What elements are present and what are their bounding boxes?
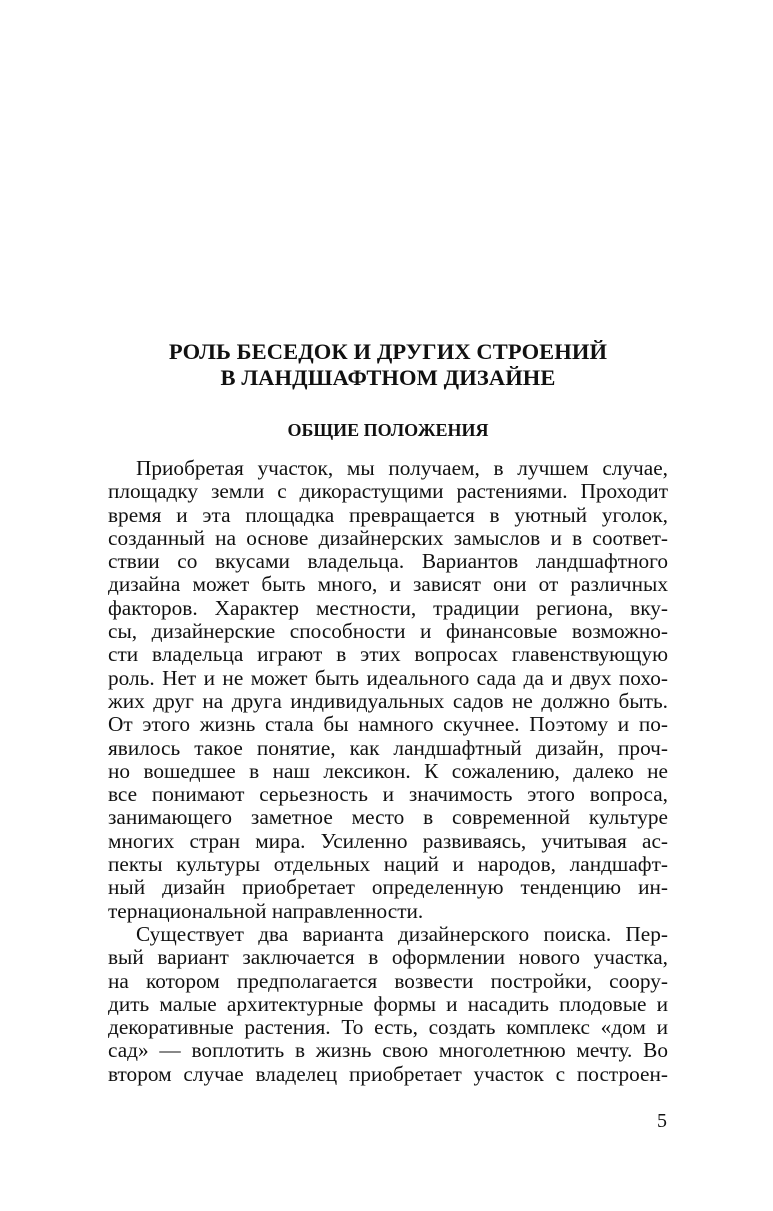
text-line: пекты культуры отдельных наций и народов, ландшафт- bbox=[108, 852, 668, 877]
text-line: явилось такое понятие, как ландшафтный дизайн, проч- bbox=[108, 735, 668, 760]
text-line: сад» — воплотить в жизнь свою многолетнюю мечту. Во bbox=[108, 1038, 668, 1063]
text-line: ствии со вкусами владельца. Вариантов ландшафтного bbox=[108, 549, 668, 574]
text-line: ный дизайн приобретает определенную тенденцию ин- bbox=[108, 875, 668, 900]
text-line: тернациональной направленности. bbox=[108, 898, 424, 923]
text-line: От этого жизнь стала бы намного скучнее. Поэтому и по- bbox=[108, 712, 668, 737]
text-line: сти владельца играют в этих вопросах главенствующую bbox=[108, 642, 668, 667]
text-line: Приобретая участок, мы получаем, в лучшем случае, bbox=[136, 456, 668, 480]
text-line: время и эта площадка превращается в уютный уголок, bbox=[108, 502, 668, 527]
paragraph-2 bbox=[108, 923, 668, 1086]
text-line: дить малые архитектурные формы и насадить плодовые и bbox=[108, 991, 668, 1016]
text-line: все понимают серьезность и значимость этого вопроса, bbox=[108, 782, 668, 807]
text-line: вый вариант заключается в оформлении нового участка, bbox=[108, 945, 668, 970]
text-line: площадку земли с дикорастущими растениями. Проходит bbox=[108, 479, 668, 504]
text-line: на котором предполагается возвести постройки, соору- bbox=[108, 968, 668, 993]
text-line: декоративные растения. То есть, создать комплекс «дом и bbox=[108, 1015, 668, 1040]
text-line: созданный на основе дизайнерских замыслов и в соответ- bbox=[108, 525, 668, 550]
text-line: но вошедшее в наш лексикон. К сожалению, далеко не bbox=[108, 758, 668, 783]
body-text bbox=[108, 457, 668, 1086]
text-line: дизайна может быть много, и зависят они от различных bbox=[108, 572, 668, 597]
text-line: жих друг на друга индивидуальных садов не должно быть. bbox=[108, 688, 668, 713]
chapter-title bbox=[108, 339, 668, 391]
paragraph-1 bbox=[108, 457, 668, 923]
section-title: ОБЩИЕ ПОЛОЖЕНИЯ bbox=[287, 420, 489, 440]
text-line: Существует два варианта дизайнерского поиска. Пер- bbox=[136, 921, 668, 946]
page-number: 5 bbox=[657, 1110, 667, 1132]
text-line: многих стран мира. Усиленно развиваясь, учитывая ас- bbox=[108, 828, 668, 853]
chapter-title-line-1: РОЛЬ БЕСЕДОК И ДРУГИХ СТРОЕНИЙ bbox=[168, 339, 608, 364]
text-line: факторов. Характер местности, традиции региона, вку- bbox=[108, 595, 668, 620]
text-line: занимающего заметное место в современной культуре bbox=[108, 805, 668, 830]
text-line: втором случае владелец приобретает участок с построен- bbox=[108, 1061, 668, 1086]
text-line: сы, дизайнерские способности и финансовые возможно- bbox=[108, 619, 668, 644]
text-line: роль. Нет и не может быть идеального сада да и двух похо- bbox=[108, 665, 668, 690]
chapter-title-line-2: В ЛАНДШАФТНОМ ДИЗАЙНЕ bbox=[220, 365, 556, 390]
